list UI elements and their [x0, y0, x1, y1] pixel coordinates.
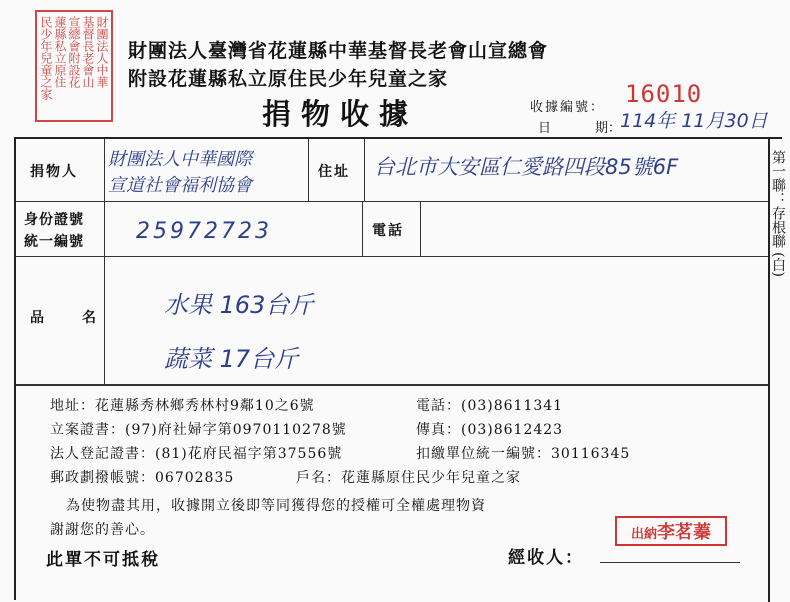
donor-id-number: 25972723 [136, 219, 272, 244]
date-value: 114年 11月30日 [620, 110, 768, 132]
copy-stub-label [766, 150, 790, 277]
stub-text: 第一聯：存根聯 [770, 150, 786, 248]
item-label-char2: 名 [82, 310, 98, 326]
stamp-prefix: 出納 [630, 527, 657, 542]
seal-text: 基督長老會山 [81, 16, 95, 88]
seal-text: 財團法人中華 [95, 16, 109, 88]
organization-subname: 附設花蓮縣私立原住民少年兒童之家 [128, 68, 449, 90]
column-divider [420, 201, 421, 256]
donor-name-line2: 宣道社會福利協會 [108, 175, 252, 196]
item-label-char1: 品 [30, 310, 46, 326]
stamp-name: 李茗蓁 [657, 522, 711, 543]
seal-text: 民少年兒童之家 [39, 16, 53, 100]
column-divider [308, 139, 309, 201]
column-divider [104, 139, 105, 384]
column-divider [362, 201, 363, 256]
id-label-line1: 身份證號 [24, 212, 84, 228]
donor-label: 捐物人 [30, 164, 78, 180]
seal-text: 蓮縣私立原住 [53, 16, 67, 88]
org-address: 地址：花蓮縣秀林鄉秀林村9鄰10之6號 [50, 398, 315, 414]
column-divider [364, 139, 365, 201]
receiver-label: 經收人： [508, 548, 584, 568]
receipt-number: 16010 [625, 80, 703, 108]
donated-item-2: 蔬菜 17台斤 [164, 345, 299, 373]
phone-label: 電話 [372, 223, 404, 239]
org-permit: 立案證書：(97)府社婦字第0970110278號 [50, 422, 347, 438]
donor-address: 台北市大安區仁愛路四段85號6F [374, 155, 679, 179]
donor-name-line1: 財團法人中華國際 [108, 149, 252, 170]
document-title: 捐物收據 [262, 97, 419, 131]
organization-seal [35, 10, 113, 122]
row-divider [16, 201, 768, 202]
thank-you-note: 謝謝您的善心。 [50, 522, 155, 538]
signature-line [600, 562, 740, 563]
cashier-stamp [615, 516, 727, 546]
authorization-note: 為使物盡其用，收據開立後即等同獲得您的授權可全權處理物資 [66, 498, 486, 514]
receipt-number-label: 收據編號： [530, 100, 606, 115]
not-tax-deductible-notice: 此單不可抵稅 [46, 550, 160, 570]
org-account-name: 戶名：花蓮縣原住民少年兒童之家 [296, 470, 521, 486]
donated-item-1: 水果 163台斤 [164, 291, 314, 319]
id-label-line2: 統一編號 [24, 234, 84, 250]
org-fax: 傳真：(03)8612423 [416, 422, 564, 438]
seal-text: 宣總會附設花 [67, 16, 81, 88]
row-divider [16, 256, 768, 257]
org-tel: 電話：(03)8611341 [416, 398, 564, 414]
address-label: 住址 [318, 164, 350, 180]
organization-name: 財團法人臺灣省花蓮縣中華基督長老會山宣總會 [128, 40, 549, 62]
stub-color: (白) [770, 252, 786, 277]
org-registration: 法人登記證書：(81)花府民福字第37556號 [50, 446, 343, 462]
row-divider [16, 384, 768, 386]
date-label-period: 期： [595, 121, 622, 136]
org-tax-id: 扣繳單位統一編號：30116345 [416, 446, 631, 462]
org-postal-account: 郵政劃撥帳號：06702835 [50, 470, 235, 486]
date-label-day: 日 [538, 121, 552, 136]
